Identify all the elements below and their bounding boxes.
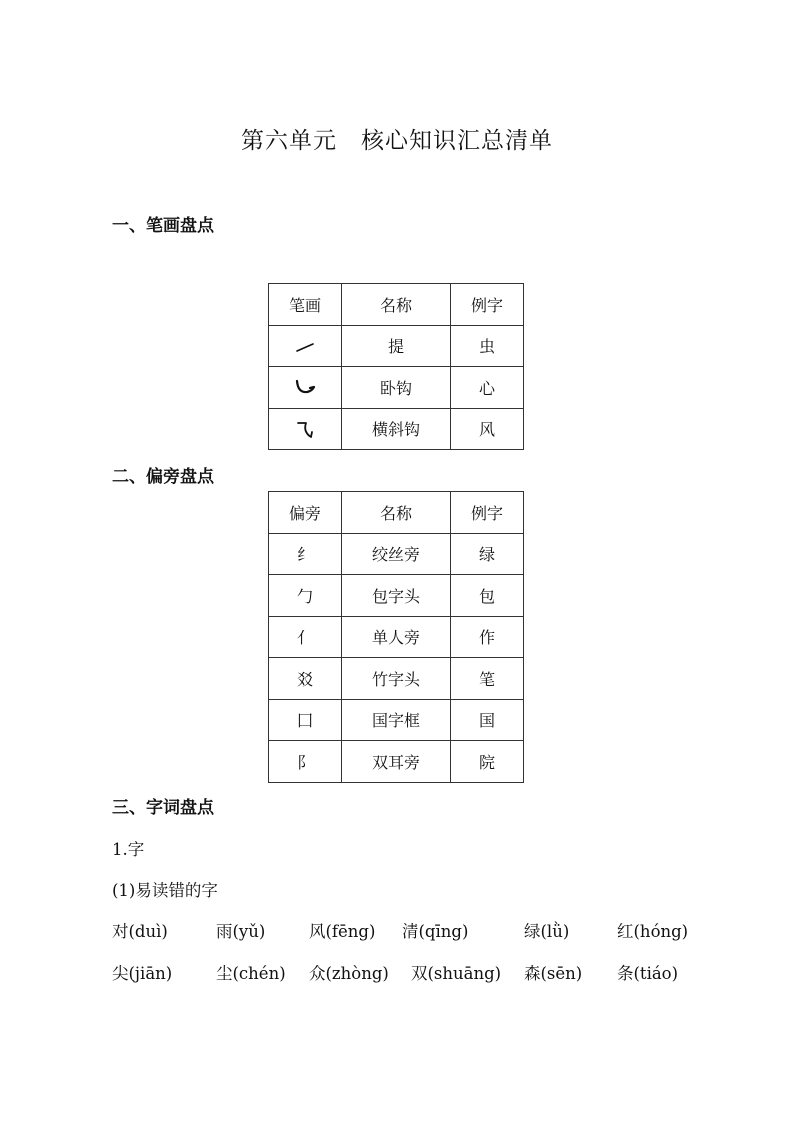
header-cell: 名称 (342, 284, 451, 326)
hengxiegou-stroke-icon (294, 418, 316, 440)
header-cell: 名称 (342, 492, 451, 534)
radical-example: 包 (451, 575, 524, 617)
radical-example: 笔 (451, 658, 524, 700)
radical-example: 院 (451, 741, 524, 783)
radical-name: 包字头 (342, 575, 451, 617)
table-header-row (269, 284, 524, 326)
radical-cell: 勹 (269, 575, 342, 617)
pinyin-item: 尘(chén) (216, 964, 286, 983)
radical-example: 作 (451, 616, 524, 658)
section-heading-words: 三、字词盘点 (112, 798, 214, 818)
pinyin-item: 对(duì) (112, 922, 168, 941)
radical-name: 绞丝旁 (342, 533, 451, 575)
section-heading-radicals: 二、偏旁盘点 (112, 467, 214, 487)
pinyin-item: 尖(jiān) (112, 964, 173, 983)
pinyin-item: 森(sēn) (524, 964, 583, 983)
ti-stroke-icon (294, 337, 316, 355)
page-title: 第六单元 核心知识汇总清单 (241, 128, 553, 154)
subheading-easy-misread: (1)易读错的字 (112, 881, 218, 900)
radical-name: 竹字头 (342, 658, 451, 700)
header-cell: 笔画 (269, 284, 342, 326)
table-row (269, 408, 524, 450)
stroke-example: 虫 (451, 325, 524, 367)
table-row (269, 575, 524, 617)
subheading-characters: 1.字 (112, 840, 145, 859)
table-row (269, 616, 524, 658)
radicals-table (268, 491, 524, 783)
pinyin-item: 红(hóng) (617, 922, 689, 941)
header-cell: 例字 (451, 284, 524, 326)
pinyin-item: 众(zhòng) (309, 964, 389, 983)
table-row (269, 658, 524, 700)
radical-example: 国 (451, 699, 524, 741)
strokes-table (268, 283, 524, 450)
pinyin-item: 风(fēng) (309, 922, 376, 941)
radical-cell: 㸚 (269, 658, 342, 700)
stroke-example: 风 (451, 408, 524, 450)
pinyin-item: 双(shuāng) (411, 964, 502, 983)
pinyin-item: 清(qīng) (402, 922, 469, 941)
table-row (269, 533, 524, 575)
radical-name: 单人旁 (342, 616, 451, 658)
radical-cell: 阝 (269, 741, 342, 783)
section-heading-strokes: 一、笔画盘点 (112, 216, 214, 236)
stroke-example: 心 (451, 367, 524, 409)
stroke-name: 横斜钩 (342, 408, 451, 450)
stroke-name: 提 (342, 325, 451, 367)
pinyin-item: 条(tiáo) (617, 964, 679, 983)
radical-name: 双耳旁 (342, 741, 451, 783)
radical-cell: 囗 (269, 699, 342, 741)
table-row (269, 367, 524, 409)
wogou-stroke-icon (293, 377, 317, 397)
table-row (269, 741, 524, 783)
header-cell: 例字 (451, 492, 524, 534)
table-row (269, 325, 524, 367)
radical-example: 绿 (451, 533, 524, 575)
pinyin-item: 雨(yǔ) (216, 922, 266, 941)
stroke-name: 卧钩 (342, 367, 451, 409)
header-cell: 偏旁 (269, 492, 342, 534)
radical-cell: 纟 (269, 533, 342, 575)
radical-cell: 亻 (269, 616, 342, 658)
radical-name: 国字框 (342, 699, 451, 741)
pinyin-item: 绿(lǜ) (524, 922, 570, 941)
table-header-row (269, 492, 524, 534)
table-row (269, 699, 524, 741)
